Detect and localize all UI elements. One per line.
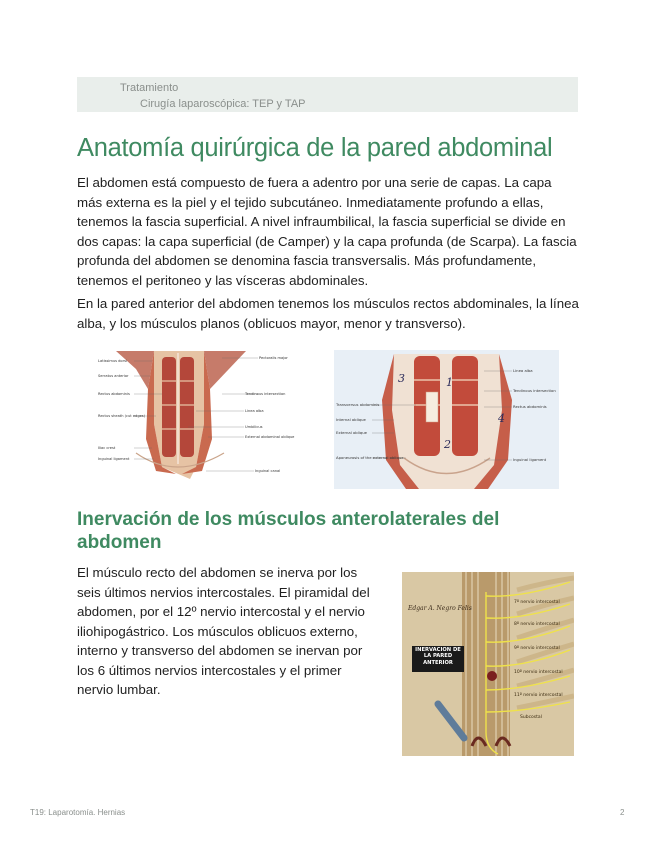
- breadcrumb: [77, 77, 578, 112]
- fig1-label-left-6: Inguinal ligament: [98, 457, 130, 461]
- intro-paragraph: El abdomen está compuesto de fuera a adentro por una serie de capas. La capa más externa es la piel y el tejido subcutáneo. Inmediatamente profundo a ellas, tenemos la fascia superficial. A nivel infraumbilical, la fascia superficial se divide en dos capas: la capa superficial (de Camper) y la capa profunda (de Scarpa). La fascia profunda del abdomen se denomina fascia transversalis. Más profundamente, tenemos el peritoneo y las vísceras abdominales.: [77, 175, 577, 288]
- fig2-label-right-3: Rectus abdominis: [513, 404, 547, 409]
- fig2-label-right-4: Inguinal ligament: [513, 457, 547, 462]
- fig2-label-left-3: External oblique: [336, 430, 367, 435]
- fig1-label-right-1: Pectoralis major: [259, 356, 288, 360]
- fig2-label-left-1: Transversus abdominis: [336, 402, 380, 407]
- innervation-heading: Inervación de los músculos anterolaterales del abdomen: [77, 509, 500, 553]
- fig1-label-left-3: Rectus abdominis: [98, 392, 130, 396]
- abdominal-muscles-figure: [96, 349, 296, 481]
- fig2-number-2: 2: [444, 438, 451, 451]
- fig1-label-left-2: Serratus anterior: [98, 374, 129, 378]
- fig3-nerve-3: 9º nervio intercostal: [514, 646, 560, 651]
- fig1-label-right-4: Umbilicus: [245, 425, 263, 429]
- fig1-label-right-6: Inguinal canal: [255, 469, 281, 473]
- fig1-label-left-4: Rectus sheath (cut edges): [98, 414, 146, 418]
- fig3-signature: Edgar A. Negro Felis: [408, 605, 472, 612]
- fig2-label-right-1: Linea alba: [513, 368, 533, 373]
- fig2-label-left-4: Aponeurosis of the external oblique: [336, 455, 404, 460]
- breadcrumb-level-1[interactable]: Tratamiento: [120, 82, 179, 94]
- fig3-nerve-2: 8º nervio intercostal: [514, 622, 560, 627]
- fig1-label-right-2: Tendinous intersection: [245, 392, 286, 396]
- fig2-number-4: 4: [498, 412, 505, 425]
- footer-page-number: 2: [620, 808, 625, 817]
- innervation-figure: [402, 572, 574, 756]
- page-title: Anatomía quirúrgica de la pared abdominal: [77, 134, 553, 162]
- abdominal-wall-layers-figure: [334, 350, 559, 489]
- fig3-box-label: INERVACION DE LA PARED ANTERIOR: [415, 647, 461, 666]
- fig1-label-left-1: Latissimus dorsi: [98, 359, 127, 363]
- fig2-number-3: 3: [398, 372, 405, 385]
- fig2-label-left-2: Internal oblique: [336, 417, 366, 422]
- innervation-paragraph: El músculo recto del abdomen se inerva por los seis últimos nervios intercostales. El piramidal del abdomen, por el 12º nervio intercostal y el nervio iliohipogástrico. Los músculos oblicuos externo, interno y transverso del abdomen se inervan por los 6 últimos nervios intercostales y el primer nervio lumbar.: [77, 565, 370, 697]
- fig2-number-1: 1: [446, 376, 453, 389]
- fig1-label-right-5: External abdominal oblique: [245, 435, 295, 439]
- fig3-nerve-6: Subcostal: [520, 715, 542, 720]
- fig3-nerve-1: 7º nervio intercostal: [514, 600, 560, 605]
- anterior-wall-paragraph: En la pared anterior del abdomen tenemos los músculos rectos abdominales, la línea alba, y los músculos planos (oblicuos mayor, menor y transverso).: [77, 296, 579, 331]
- fig3-nerve-4: 10º nervio intercostal: [514, 670, 563, 675]
- breadcrumb-level-2[interactable]: Cirugía laparoscópica: TEP y TAP: [140, 98, 306, 110]
- fig1-label-left-5: Iliac crest: [98, 446, 116, 450]
- footer-chapter: T19: Laparotomía. Hernias: [30, 808, 126, 817]
- fig2-label-right-2: Tendinous intersection: [513, 388, 556, 393]
- fig3-nerve-5: 11º nervio intercostal: [514, 693, 563, 698]
- fig1-label-right-3: Linea alba: [245, 409, 264, 413]
